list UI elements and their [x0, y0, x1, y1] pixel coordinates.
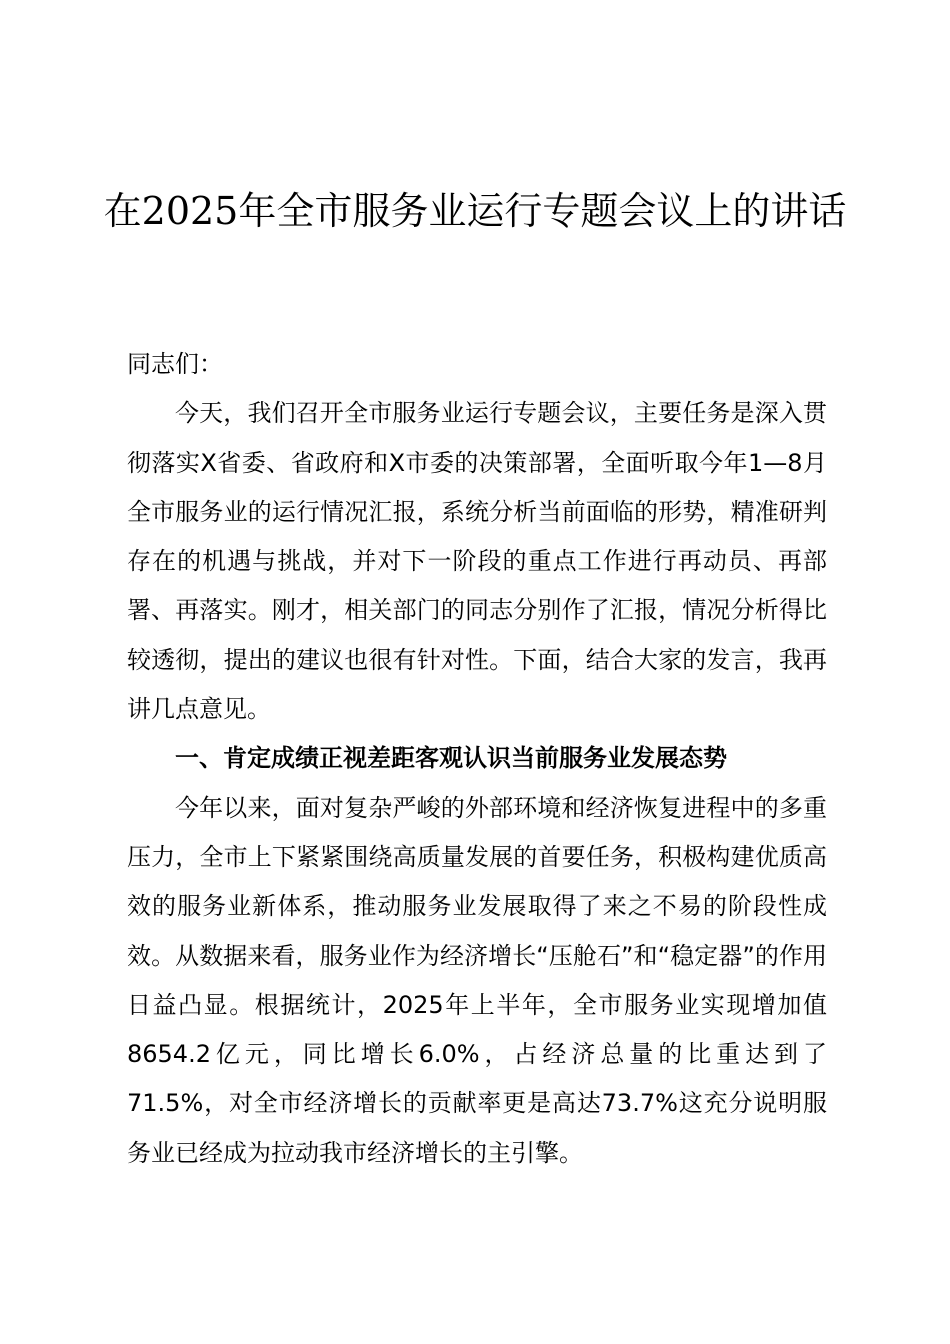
salutation: 同志们： — [127, 350, 223, 378]
document-title: 在2025年全市服务业运行专题会议上的讲话 — [103, 189, 847, 233]
document-body — [127, 340, 827, 1178]
intro-paragraph: 今天，我们召开全市服务业运行专题会议，主要任务是深入贯彻落实X省委、省政府和X市委的决策部署，全面听取今年1—8月全市服务业的运行情况汇报，系统分析当前面临的形势，精准研判存在的机遇与挑战，并对下一阶段的重点工作进行再动员、再部署、再落实。刚才，相关部门的同志分别作了汇报，情况分析得比较透彻，提出的建议也很有针对性。下面，结合大家的发言，我再讲几点意见。 — [127, 399, 827, 724]
section-heading: 一、肯定成绩正视差距客观认识当前服务业发展态势 — [175, 744, 727, 773]
section-paragraph: 今年以来，面对复杂严峻的外部环境和经济恢复进程中的多重压力，全市上下紧紧围绕高质量发展的首要任务，积极构建优质高效的服务业新体系，推动服务业发展取得了来之不易的阶段性成效。从数据来看，服务业作为经济增长“压舱石”和“稳定器”的作用日益凸显。根据统计，2025年上半年，全市服务业实现增加值8654.2亿元，同比增长6.0%，占经济总量的比重达到了71.5%，对全市经济增长的贡献率更是高达73.7%这充分说明服务业已经成为拉动我市经济增长的主引擎。 — [127, 793, 827, 1167]
